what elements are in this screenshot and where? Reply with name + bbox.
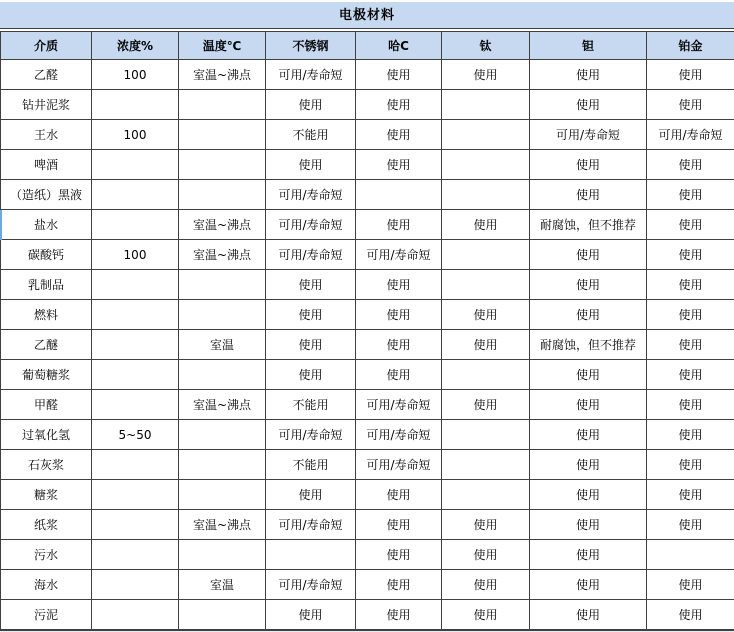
table-cell: 甲醛 <box>1 390 92 420</box>
table-cell: 使用 <box>530 360 647 390</box>
table-cell: 使用 <box>356 150 442 180</box>
table-cell <box>92 510 179 540</box>
table-cell <box>442 120 530 150</box>
table-cell: 使用 <box>647 330 734 360</box>
table-cell <box>92 270 179 300</box>
table-cell <box>179 300 266 330</box>
table-cell: 使用 <box>530 420 647 450</box>
table-cell: 100 <box>92 60 179 90</box>
table-row <box>1 90 734 120</box>
table-cell: 使用 <box>356 90 442 120</box>
table-cell <box>442 270 530 300</box>
table-cell: 使用 <box>530 90 647 120</box>
electrode-materials-table <box>0 31 734 630</box>
table-cell <box>179 180 266 210</box>
table-cell <box>92 570 179 600</box>
table-cell: 使用 <box>530 480 647 510</box>
table-cell: 使用 <box>266 330 356 360</box>
table-cell: 海水 <box>1 570 92 600</box>
table-cell <box>92 390 179 420</box>
table-cell: 使用 <box>530 510 647 540</box>
table-cell: 使用 <box>647 510 734 540</box>
table-cell: 使用 <box>647 210 734 240</box>
table-cell <box>442 360 530 390</box>
table-cell: 乙醛 <box>1 60 92 90</box>
table-row <box>1 480 734 510</box>
table-cell: 使用 <box>647 150 734 180</box>
table-cell <box>179 420 266 450</box>
table-cell <box>179 120 266 150</box>
table-cell <box>92 360 179 390</box>
table-cell: 使用 <box>356 330 442 360</box>
table-cell: 使用 <box>647 60 734 90</box>
column-header: 温度℃ <box>179 32 266 60</box>
table-cell <box>92 330 179 360</box>
table-cell: 可用/寿命短 <box>356 240 442 270</box>
table-cell: 可用/寿命短 <box>530 120 647 150</box>
table-cell: 使用 <box>356 360 442 390</box>
table-cell: （造纸）黑液 <box>1 180 92 210</box>
table-row <box>1 300 734 330</box>
table-cell: 碳酸钙 <box>1 240 92 270</box>
table-cell: 使用 <box>356 210 442 240</box>
table-cell: 耐腐蚀，但不推荐 <box>530 330 647 360</box>
table-cell: 使用 <box>442 60 530 90</box>
table-cell: 使用 <box>647 90 734 120</box>
table-row <box>1 600 734 630</box>
table-cell: 5~50 <box>92 420 179 450</box>
table-cell: 可用/寿命短 <box>356 390 442 420</box>
table-cell: 100 <box>92 120 179 150</box>
table-cell <box>92 540 179 570</box>
table-cell: 室温~沸点 <box>179 60 266 90</box>
table-cell: 使用 <box>647 450 734 480</box>
table-cell <box>92 600 179 630</box>
column-header: 浓度% <box>92 32 179 60</box>
table-cell: 使用 <box>647 300 734 330</box>
table-cell: 使用 <box>530 60 647 90</box>
table-cell: 使用 <box>530 570 647 600</box>
table-cell: 使用 <box>356 570 442 600</box>
table-cell: 燃料 <box>1 300 92 330</box>
table-row <box>1 330 734 360</box>
table-cell: 过氧化氢 <box>1 420 92 450</box>
table-cell: 使用 <box>647 570 734 600</box>
table-cell: 可用/寿命短 <box>647 120 734 150</box>
table-cell: 污泥 <box>1 600 92 630</box>
table-cell: 使用 <box>356 300 442 330</box>
table-cell: 可用/寿命短 <box>266 180 356 210</box>
table-cell <box>179 450 266 480</box>
table-cell <box>442 150 530 180</box>
table-cell: 室温~沸点 <box>179 390 266 420</box>
table-cell: 使用 <box>530 390 647 420</box>
table-cell: 可用/寿命短 <box>266 510 356 540</box>
table-cell <box>442 180 530 210</box>
table-row <box>1 180 734 210</box>
table-cell <box>266 540 356 570</box>
table-row <box>1 270 734 300</box>
table-cell: 使用 <box>647 240 734 270</box>
table-row <box>1 420 734 450</box>
table-cell: 使用 <box>356 120 442 150</box>
header-row <box>1 32 734 60</box>
table-cell: 使用 <box>442 540 530 570</box>
table-cell <box>92 150 179 180</box>
table-cell: 糖浆 <box>1 480 92 510</box>
table-cell: 使用 <box>442 210 530 240</box>
table-row <box>1 150 734 180</box>
column-header: 钽 <box>530 32 647 60</box>
table-cell: 使用 <box>266 90 356 120</box>
table-cell: 使用 <box>266 600 356 630</box>
table-body <box>1 60 734 630</box>
table-cell: 不能用 <box>266 390 356 420</box>
table-row <box>1 240 734 270</box>
table-cell: 盐水 <box>1 210 92 240</box>
table-cell: 使用 <box>530 180 647 210</box>
table-cell <box>92 90 179 120</box>
table-row <box>1 120 734 150</box>
column-header: 铂金 <box>647 32 734 60</box>
table-cell: 乙醚 <box>1 330 92 360</box>
table-cell: 使用 <box>530 540 647 570</box>
table-cell: 使用 <box>647 480 734 510</box>
table-cell: 葡萄糖浆 <box>1 360 92 390</box>
table-cell: 使用 <box>530 270 647 300</box>
table-cell: 可用/寿命短 <box>356 420 442 450</box>
table-cell: 使用 <box>647 360 734 390</box>
table-row <box>1 450 734 480</box>
table-cell: 使用 <box>530 600 647 630</box>
table-row <box>1 60 734 90</box>
table-cell: 使用 <box>356 60 442 90</box>
table-cell: 使用 <box>647 600 734 630</box>
table-cell <box>92 450 179 480</box>
table-cell: 使用 <box>356 540 442 570</box>
table-cell: 使用 <box>530 150 647 180</box>
table-cell: 室温 <box>179 330 266 360</box>
table-cell: 钻井泥浆 <box>1 90 92 120</box>
table-cell: 室温~沸点 <box>179 510 266 540</box>
table-cell <box>179 540 266 570</box>
table-cell <box>179 600 266 630</box>
table-cell: 使用 <box>442 600 530 630</box>
table-cell: 使用 <box>356 270 442 300</box>
table-cell: 可用/寿命短 <box>266 570 356 600</box>
table-cell <box>92 180 179 210</box>
table-cell <box>442 420 530 450</box>
table-cell: 使用 <box>266 480 356 510</box>
table-cell: 耐腐蚀，但不推荐 <box>530 210 647 240</box>
table-row <box>1 570 734 600</box>
table-cell: 使用 <box>266 360 356 390</box>
table-cell: 王水 <box>1 120 92 150</box>
table-cell <box>442 450 530 480</box>
table-cell: 使用 <box>266 150 356 180</box>
table-cell <box>179 90 266 120</box>
table-cell: 室温 <box>179 570 266 600</box>
table-cell: 可用/寿命短 <box>356 450 442 480</box>
table-cell <box>179 480 266 510</box>
table-cell: 使用 <box>530 450 647 480</box>
table-cell <box>92 210 179 240</box>
table-cell: 污水 <box>1 540 92 570</box>
column-header: 不锈钢 <box>266 32 356 60</box>
table-cell <box>442 480 530 510</box>
table-row <box>1 540 734 570</box>
column-header: 介质 <box>1 32 92 60</box>
table-cell: 不能用 <box>266 120 356 150</box>
table-row <box>1 360 734 390</box>
table-title: 电极材料 <box>0 2 734 29</box>
table-cell: 使用 <box>266 300 356 330</box>
column-header: 钛 <box>442 32 530 60</box>
table-cell: 啤酒 <box>1 150 92 180</box>
table-cell: 100 <box>92 240 179 270</box>
table-row <box>1 210 734 240</box>
table-cell: 使用 <box>442 510 530 540</box>
table-cell: 使用 <box>442 570 530 600</box>
table-cell <box>442 90 530 120</box>
table-cell <box>92 480 179 510</box>
table-cell: 可用/寿命短 <box>266 240 356 270</box>
table-cell: 使用 <box>647 270 734 300</box>
table-cell: 使用 <box>530 240 647 270</box>
table-row <box>1 390 734 420</box>
table-cell: 不能用 <box>266 450 356 480</box>
table-cell: 使用 <box>647 180 734 210</box>
table-cell: 石灰浆 <box>1 450 92 480</box>
table-cell: 使用 <box>266 270 356 300</box>
table-cell: 乳制品 <box>1 270 92 300</box>
table-cell <box>179 270 266 300</box>
table-cell: 可用/寿命短 <box>266 420 356 450</box>
table-cell: 使用 <box>647 420 734 450</box>
table-cell <box>92 300 179 330</box>
table-cell: 使用 <box>647 390 734 420</box>
table-cell: 使用 <box>442 390 530 420</box>
table-cell: 使用 <box>442 330 530 360</box>
table-cell: 室温~沸点 <box>179 210 266 240</box>
table-cell <box>442 240 530 270</box>
table-cell <box>647 540 734 570</box>
table-cell: 使用 <box>442 300 530 330</box>
table-row <box>1 510 734 540</box>
table-cell: 使用 <box>356 600 442 630</box>
column-header: 哈C <box>356 32 442 60</box>
table-cell: 可用/寿命短 <box>266 210 356 240</box>
table-cell: 室温~沸点 <box>179 240 266 270</box>
table-cell: 使用 <box>356 510 442 540</box>
table-cell <box>356 180 442 210</box>
table-cell: 使用 <box>530 300 647 330</box>
table-cell: 纸浆 <box>1 510 92 540</box>
table-cell <box>179 360 266 390</box>
selection-accent <box>0 210 2 240</box>
table-cell: 使用 <box>356 480 442 510</box>
table-cell: 可用/寿命短 <box>266 60 356 90</box>
table-cell <box>179 150 266 180</box>
